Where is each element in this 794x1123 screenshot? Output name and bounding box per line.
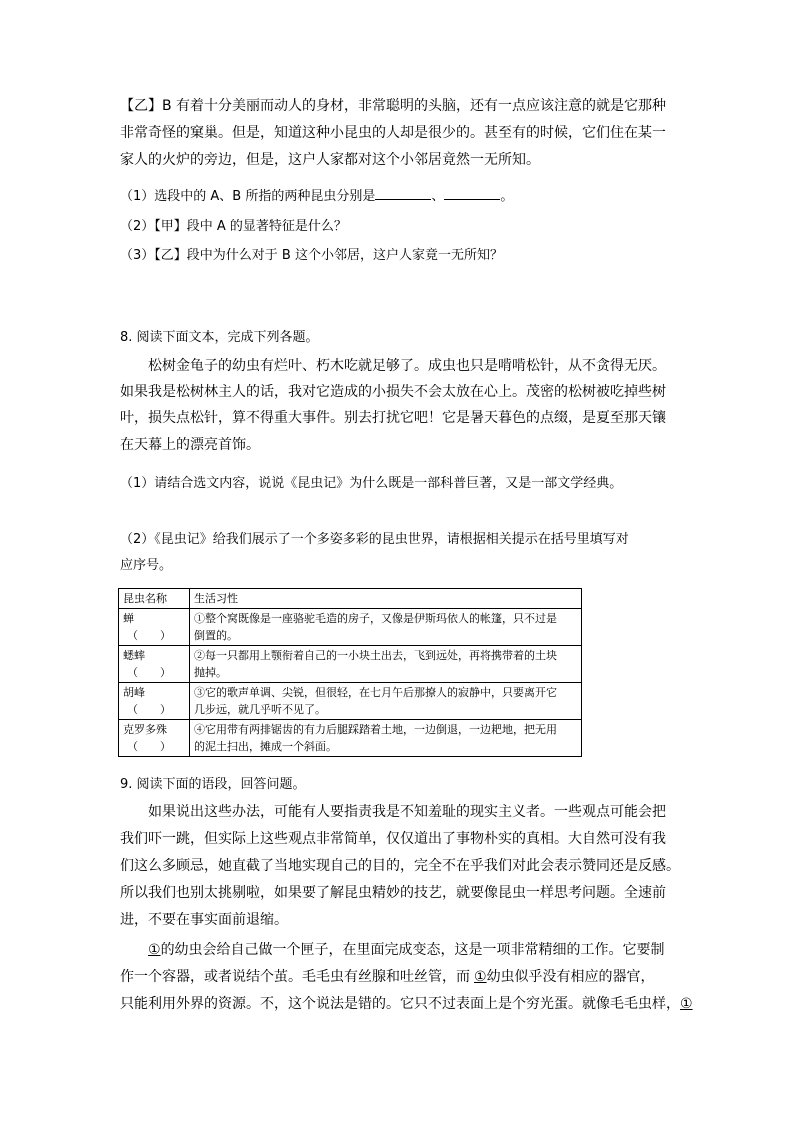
- q9-paragraph-2-line-2: [120, 968, 655, 986]
- question-text: （1）选段中的 A、B 所指的两种昆虫分别是: [120, 189, 376, 204]
- q8-passage-line-3: 叶，损失点松针，算不得重大事件。别去打扰它吧！它是暑天暮色的点缀，是夏至那天镶: [120, 410, 666, 426]
- q8-passage-line-2: 如果我是松树林主人的话，我对它造成的小损失不会太放在心上。茂密的松树被吃掉些树: [120, 384, 666, 400]
- answer-parentheses[interactable]: （ ）: [127, 740, 171, 753]
- habit-line: ①整个窝既像是一座骆驼毛造的房子，又像是伊斯玛依人的帐篷，只不过是: [194, 612, 557, 625]
- text-run: 的幼虫会给自己做一个匣子，在里面完成变态，这是一项非常精细的工作。它要制: [160, 942, 665, 958]
- q8-subquestion-1: （1）请结合选文内容，说说《昆虫记》为什么既是一部科普巨著，又是一部文学经典。: [120, 476, 623, 491]
- habit-cell: [190, 646, 582, 683]
- yi-paragraph-line-2: 非常奇怪的窠巢。但是，知道这种小昆虫的人却是很少的。甚至有的时候，它们住在某一: [120, 125, 666, 141]
- q8-subquestion-2-line-1: （2）《昆虫记》给我们展示了一个多姿多彩的昆虫世界，请根据相关提示在括号里填写对: [120, 532, 629, 547]
- habit-line: ②每一只都用上颚衔着自己的一小块土出去，飞到远处，再将携带着的土块: [194, 649, 557, 662]
- habit-line: 的泥土扫出，摊成一个斜面。: [194, 740, 337, 753]
- yi-paragraph-line-3: 家人的火炉的旁边，但是，这户人家都对这个小邻居竟然一无所知。: [120, 152, 540, 168]
- table-row: [119, 683, 582, 720]
- answer-blank-a[interactable]: [375, 187, 431, 200]
- header-insect-name: 昆虫名称: [119, 589, 190, 609]
- q9-paragraph-1-line-1: 如果说出这些办法，可能有人要指责我是不知羞耻的现实主义者。一些观点可能会把: [148, 804, 666, 820]
- separator: 、: [431, 189, 445, 204]
- answer-parentheses[interactable]: （ ）: [127, 629, 171, 642]
- insect-name: 蝉: [123, 612, 134, 625]
- habit-cell: [190, 683, 582, 720]
- habit-cell: [190, 720, 582, 757]
- insect-name-cell: [119, 683, 190, 720]
- habit-line: ③它的歌声单调、尖锐，但很轻，在七月午后那撩人的寂静中，只要离开它: [194, 686, 557, 699]
- habit-cell: [190, 609, 582, 646]
- q8-passage-line-1: 松树金龟子的幼虫有烂叶、朽木吃就足够了。成虫也只是啃啃松针，从不贪得无厌。: [148, 358, 666, 374]
- table-row: [119, 609, 582, 646]
- table-row: [119, 646, 582, 683]
- answer-parentheses[interactable]: （ ）: [127, 666, 171, 679]
- q8-subquestion-2-line-2: 应序号。: [120, 558, 173, 573]
- q9-paragraph-1-line-5: 进，不要在事实面前退缩。: [120, 912, 288, 928]
- q9-paragraph-2-line-1: [148, 941, 665, 959]
- blank-marker: ①: [474, 969, 487, 985]
- habit-line: ④它用带有两排锯齿的有力后腿踩踏着土地，一边倒退，一边耙地，把无用: [194, 723, 557, 736]
- insect-name-cell: [119, 720, 190, 757]
- yi-question-3: （3）【乙】段中为什么对于 B 这个小邻居，这户人家竟一无所知？: [120, 248, 503, 263]
- q9-paragraph-1-line-4: 所以我们也别太挑剔啦，如果要了解昆虫精妙的技艺，就要像昆虫一样思考问题。全速前: [120, 885, 666, 901]
- insect-name-cell: [119, 646, 190, 683]
- q8-heading: 8. 阅读下面文本，完成下列各题。: [120, 330, 319, 345]
- q9-heading: 9. 阅读下面的语段，回答问题。: [120, 777, 306, 792]
- yi-question-2: （2）【甲】段中 A 的显著特征是什么？: [120, 219, 347, 234]
- text-run: 只能利用外界的资源。不，这个说法是错的。它只不过表面上是个穷光蛋。就像毛毛虫样，: [120, 996, 680, 1012]
- q9-paragraph-1-line-3: 们这么多顾忌，她直截了当地实现自己的目的，完全不在乎我们对此会表示赞同还是反感。: [120, 858, 680, 874]
- table-header-row: [119, 589, 582, 609]
- insect-name: 克罗多殊: [123, 723, 167, 736]
- insect-name: 胡峰: [123, 686, 145, 699]
- blank-marker: ①: [680, 996, 693, 1012]
- yi-question-1: [120, 187, 513, 206]
- question-end: 。: [500, 189, 514, 204]
- text-run: 作一个容器，或者说结个茧。毛毛虫有丝腺和吐丝管，而: [120, 969, 470, 985]
- q9-paragraph-2-line-3: [120, 995, 693, 1013]
- habit-line: 倒置的。: [194, 629, 238, 642]
- habit-line: 抛掉。: [194, 666, 227, 679]
- insect-name: 蟋蟀: [123, 649, 145, 662]
- answer-parentheses[interactable]: （ ）: [127, 703, 171, 716]
- table-row: [119, 720, 582, 757]
- yi-paragraph-line-1: 【乙】B 有着十分美丽而动人的身材，非常聪明的头脑，还有一点应该注意的就是它那种: [120, 98, 667, 114]
- habit-line: 几步远，就几乎听不见了。: [194, 703, 326, 716]
- answer-blank-b[interactable]: [444, 187, 500, 200]
- header-habit: 生活习性: [190, 589, 582, 609]
- text-run: 幼虫似乎没有相应的器官，: [486, 969, 655, 985]
- insect-habit-table: [118, 588, 582, 757]
- q9-paragraph-1-line-2: 我们吓一跳，但实际上这些观点非常简单，仅仅道出了事物朴实的真相。大自然可没有我: [120, 831, 666, 847]
- q8-passage-line-4: 在天幕上的漂亮首饰。: [120, 437, 260, 453]
- insect-name-cell: [119, 609, 190, 646]
- blank-marker: ①: [148, 942, 161, 958]
